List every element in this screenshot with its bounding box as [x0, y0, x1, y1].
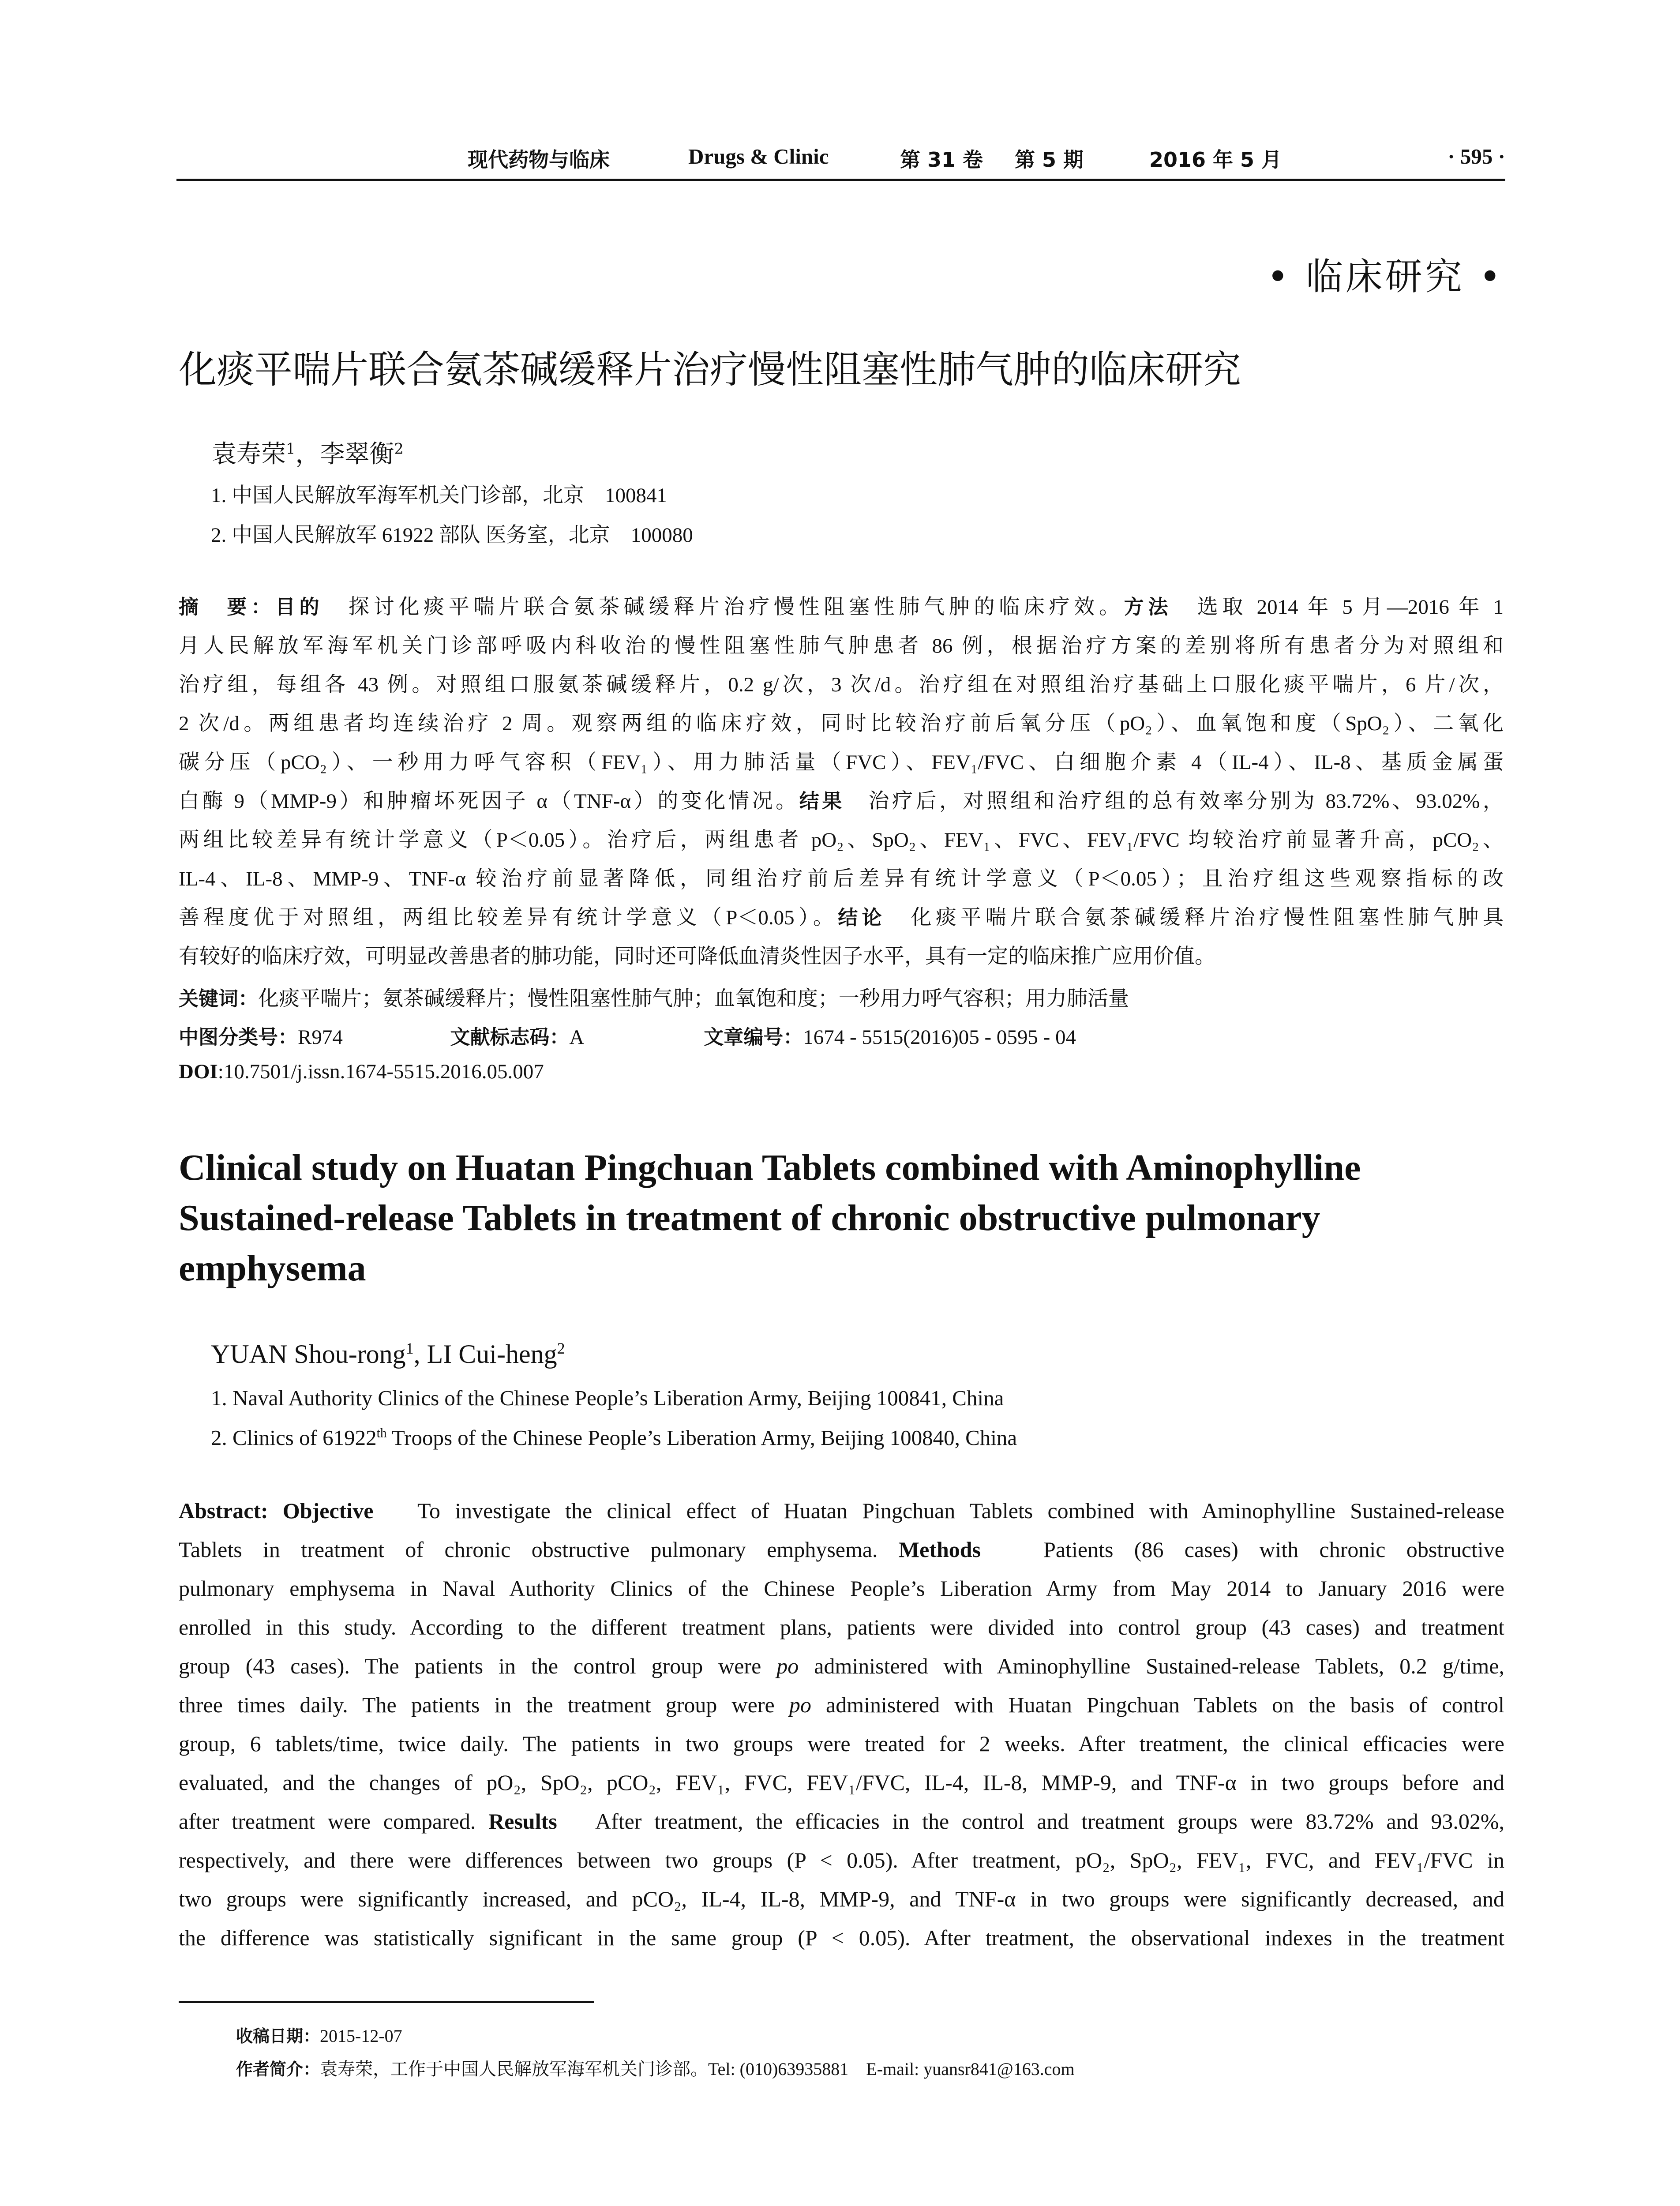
- author-2: 李翠衡: [320, 440, 394, 469]
- abstract-cn-line: 治疗组，每组各 43 例。对照组口服氨茶碱缓释片，0.2 g/次，3 次/d。治疗组在对照组治疗基础上口服化痰平喘片，6 片/次，: [179, 673, 1504, 696]
- article-number: 1674 - 5515(2016)05 - 0595 - 04: [803, 1026, 1076, 1049]
- methods-label: 方法: [1124, 595, 1173, 619]
- journal-name-en: Drugs & Clinic: [688, 144, 829, 169]
- issue: 第 5 期: [1015, 148, 1084, 172]
- keywords-label: 关键词：: [179, 987, 259, 1010]
- journal-name-cn: 现代药物与临床: [468, 148, 610, 172]
- abstract-en-line: two groups were significantly increased, and pCO₂, IL-4, IL-8, MMP-9, and TNF-α in two groups were significantly decreased, and: [179, 1887, 1504, 1911]
- abstract-en-line: group (43 cases). The patients in the control group were po administered with Aminophylline Sustained-release Tablets, 0.2 g/time,: [179, 1654, 1505, 1678]
- abstract-cn-line: 月人民解放军海军机关门诊部呼吸内科收治的慢性阻塞性肺气肿患者 86 例，根据治疗方案的差别将所有患者分为对照组和: [179, 634, 1504, 657]
- keywords-cn: [179, 982, 1129, 1012]
- results-label-en: Results: [488, 1809, 557, 1834]
- abstract-en-line-1: Abstract: Objective To investigate the clinical effect of Huatan Pingchuan Tablets combined with Aminophylline Sustained-release: [179, 1498, 1504, 1523]
- issue-date: 2016 年 5 月: [1149, 148, 1282, 172]
- authors-en: YUAN Shou-rong$^1$, LI Cui-heng$^2$: [211, 1339, 565, 1369]
- keywords-text: 化痰平喘片；氨茶碱缓释片；慢性阻塞性肺气肿；血氧饱和度；一秒用力呼气容积；用力肺活量: [258, 987, 1129, 1010]
- header-rule: [176, 179, 1505, 181]
- abstract-en-line: Tablets in treatment of chronic obstructive pulmonary emphysema. Methods Patients (86 cases) with chronic obstructive: [179, 1537, 1505, 1562]
- doi-label: DOI: [179, 1060, 218, 1083]
- abstract-en-line: after treatment were compared. Results After treatment, the efficacies in the control and treatment groups were 83.72% and 93.02%,: [179, 1809, 1505, 1834]
- abstract-en-line: group, 6 tablets/time, twice daily. The patients in two groups were treated for 2 weeks. After treatment, the clinical efficacies were: [179, 1731, 1504, 1756]
- received-date: 收稿日期：2015-12-07: [236, 2026, 402, 2046]
- running-header: [176, 140, 1505, 180]
- abstract-cn-line: IL-4、IL-8、MMP-9、TNF-α 较治疗前显著降低，同组治疗前后差异有统计学意义（P＜0.05）；且治疗组这些观察指标的改: [179, 867, 1504, 890]
- title-cn: 化痰平喘片联合氨茶碱缓释片治疗慢性阻塞性肺气肿的临床研究: [179, 348, 1241, 392]
- page-number: · 595 ·: [1448, 144, 1505, 169]
- volume: 第 31 卷: [900, 148, 983, 172]
- abstract-en-line: respectively, and there were differences between two groups (P < 0.05). After treatment, pO₂, SpO₂, FEV₁, FVC, and FEV₁/FVC in: [179, 1848, 1504, 1872]
- methods-label-en: Methods: [898, 1537, 981, 1562]
- abstract-label: 摘 要：: [179, 595, 275, 619]
- abstract-cn-line: 善程度优于对照组，两组比较差异有统计学意义（P＜0.05）。结论 化痰平喘片联合氨茶碱缓释片治疗慢性阻塞性肺气肿具: [179, 906, 1504, 929]
- affiliation-cn-1: 1. 中国人民解放军海军机关门诊部，北京 100841: [211, 484, 667, 507]
- author-bio: 作者简介：袁寿荣，工作于中国人民解放军海军机关门诊部。Tel: (010)63935881 E-mail: yuansr841@163.com: [236, 2059, 1075, 2079]
- abstract-en-line: pulmonary emphysema in Naval Authority Clinics of the Chinese People’s Liberation Army from May 2014 to January 2016 were: [179, 1576, 1504, 1601]
- affiliation-en-2: 2. Clinics of 61922th Troops of the Chinese People’s Liberation Army, Beijing 100840, China: [211, 1426, 1017, 1450]
- section-label: • 临床研究 •: [1267, 255, 1504, 298]
- authors-cn: 袁寿荣$^1$，李翠衡$^2$: [212, 440, 404, 469]
- abstract-en-label: Abstract: Objective: [179, 1498, 374, 1523]
- doi-value: :10.7501/j.issn.1674-5515.2016.05.007: [218, 1060, 544, 1083]
- clc-number: R974: [298, 1026, 343, 1049]
- abstract-en-line: enrolled in this study. According to the different treatment plans, patients were divided into control group (43 cases) and treatment: [179, 1615, 1504, 1639]
- doi-line: [179, 1060, 544, 1084]
- abstract-en-line: three times daily. The patients in the treatment group were po administered with Huatan Pingchuan Tablets on the basis of control: [179, 1692, 1505, 1717]
- abstract-cn-line: 白酶 9（MMP-9）和肿瘤坏死因子 α（TNF-α）的变化情况。结果 治疗后，对照组和治疗组的总有效率分别为 83.72%、93.02%，: [179, 789, 1504, 813]
- author-1: 袁寿荣: [212, 440, 286, 469]
- results-label: 结果: [799, 789, 845, 813]
- document-code: A: [569, 1026, 583, 1049]
- abstract-en-line: evaluated, and the changes of pO₂, SpO₂, pCO₂, FEV₁, FVC, FEV₁/FVC, IL-4, IL-8, MMP-9, and TNF-α in two groups before and: [179, 1770, 1504, 1795]
- objective-label: 目的: [275, 595, 324, 619]
- abstract-cn-line: 2 次/d。两组患者均连续治疗 2 周。观察两组的临床疗效，同时比较治疗前后氧分压（pO₂）、血氧饱和度（SpO₂）、二氧化: [179, 712, 1504, 735]
- footnote-rule: [179, 2001, 594, 2003]
- conclusion-label: 结论: [838, 906, 886, 929]
- abstract-cn-line: 碳分压（pCO₂）、一秒用力呼气容积（FEV₁）、用力肺活量（FVC）、FEV₁/FVC、白细胞介素 4（IL-4）、IL-8、基质金属蛋: [179, 751, 1504, 774]
- affiliation-en-1: 1. Naval Authority Clinics of the Chinese People’s Liberation Army, Beijing 100841, China: [211, 1386, 1004, 1410]
- title-en: Clinical study on Huatan Pingchuan Tablets combined with Aminophylline Sustained-release Tablets in treatment of chronic obstructive pulmonary emphysema: [179, 1147, 1361, 1289]
- abstract-cn-line: 两组比较差异有统计学意义（P＜0.05）。治疗后，两组患者 pO₂、SpO₂、FEV₁、FVC、FEV₁/FVC 均较治疗前显著升高，pCO₂、: [179, 829, 1504, 852]
- affiliation-cn-2: 2. 中国人民解放军 61922 部队 医务室，北京 100080: [211, 524, 693, 547]
- classification-line: 中图分类号：R974 文献标志码：A 文章编号：1674 - 5515(2016)05 - 0595 - 04: [179, 1025, 1076, 1049]
- abstract-en-line: the difference was statistically significant in the same group (P < 0.05). After treatment, the observational indexes in the treatment: [179, 1925, 1504, 1950]
- abstract-cn-line: 有较好的临床疗效，可明显改善患者的肺功能，同时还可降低血清炎性因子水平，具有一定的临床推广应用价值。: [179, 945, 1215, 968]
- abstract-cn-line-1: 摘 要：目的 探讨化痰平喘片联合氨茶碱缓释片治疗慢性阻塞性肺气肿的临床疗效。方法 选取 2014 年 5 月—2016 年 1: [179, 595, 1504, 619]
